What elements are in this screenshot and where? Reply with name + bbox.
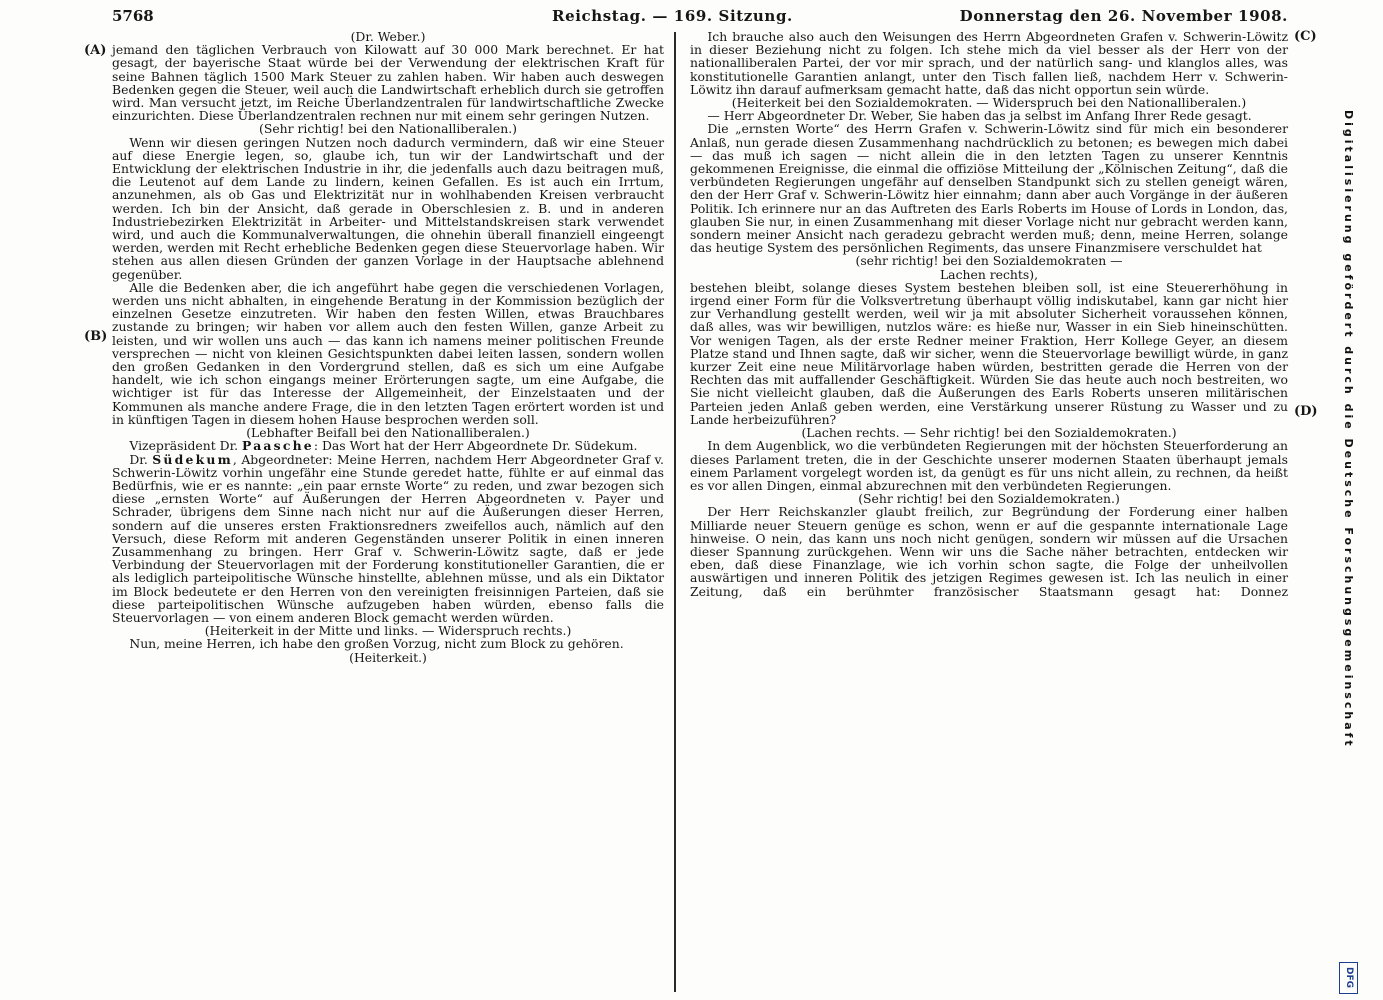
speaker-prefix: Dr.: [129, 451, 153, 467]
interjection: (Lachen rechts. — Sehr richtig! bei den Sozialdemokraten.): [801, 425, 1177, 441]
page-number: 5768: [112, 7, 154, 25]
paragraph: In dem Augenblick, wo die verbündeten Regierungen mit der höchsten Steuerforderung an dieses Parlament treten, die in der Geschichte unserer modernen Staaten überhaupt jemals einem Parlament vorgelegt worden ist, da genügt es für uns nicht allein, zu rechnen, da heißt es vor allen Dingen, einmal abzurechnen mit den verbündeten Regierungen.: [690, 438, 1288, 493]
speaker-paragraph: [112, 453, 664, 625]
interjection: (Heiterkeit bei den Sozialdemokraten. — Widerspruch bei den Nationalliberalen.): [731, 95, 1247, 111]
paragraph: Ich brauche also auch den Weisungen des Herrn Abgeordneten Grafen v. Schwerin-Löwitz in dieser Beziehung nicht zu folgen. Ich stehe mich da viel besser als der Herr von der nationalliberalen Partei, der vor mir sprach, und der natürlich sang- und klanglos alles, was konstitutionelle Garantien anlangt, unter den Tisch fallen ließ, nachdem Herr v. Schwerin-Löwitz ihn darauf aufmerksam gemacht hatte, daß das nicht opportun sein würde.: [690, 29, 1288, 97]
paragraph: — Herr Abgeordneter Dr. Weber, Sie haben das ja selbst im Anfang Ihrer Rede gesagt.: [707, 108, 1252, 124]
right-column: [690, 30, 1288, 598]
margin-marker-c: (C): [1294, 29, 1317, 44]
interjection: (Sehr richtig! bei den Sozialdemokraten.): [858, 491, 1120, 507]
paragraph: Die „ernsten Worte“ des Herrn Grafen v. Schwerin-Löwitz sind für mich ein besonderer Anlaß, nun gerade diesen Zusammenhang nachdrücklich zu betonen; es bewegen mich dabei — das muß ich sagen — nicht allein die in den letzten Tagen zu unserer Kenntnis gekommenen Ereignisse, die einmal die offiziöse Mitteilung der „Kölnischen Zeitung“, daß die verbündeten Regierungen ungefähr auf denselben Standpunkt sich zu stellen geneigt wären, den der Herr Graf v. Schwerin-Löwitz hier einnahm; dann aber auch Vorgänge in der äußeren Politik. Ich erinnere nur an das Auftreten des Earls Roberts im House of Lords in London, das, glauben Sie nur, in einen Zusammenhang mit dieser Vorlage nicht nur gebracht werden kann, sondern meiner Ansicht nach geradezu gebracht werden muß; denn, meine Herren, solange das heutige System des persönlichen Regiments, das unsere Finanzmisere verschuldet hat: [690, 121, 1288, 256]
paragraph: Der Herr Reichskanzler glaubt freilich, zur Begründung der Forderung einer halben Milliarde neuer Steuern genüge es schon, wenn er auf die gespannte internationale Lage hinweise. O nein, das kann uns noch nicht genügen, sondern wir müssen auf die Ursachen dieser Spannung zurückgehen. Wenn wir uns die Sache näher betrachten, entdecken wir eben, daß diese Finanzlage, wie ich vorhin schon sagte, die Folge der unheilvollen auswärtigen und inneren Politik des jetzigen Regimes gewesen ist. Ich las neulich in einer Zeitung, daß ein berühmter französischer Staatsmann gesagt hat: Donnez: [690, 504, 1288, 599]
paragraph: Alle die Bedenken aber, die ich angeführt habe gegen die verschiedenen Vorlagen, werden uns nicht abhalten, in eingehende Beratung in der Kommission bezüglich der einzelnen Gesetze einzutreten. Wir haben den festen Willen, etwas Brauchbares zustande zu bringen; wir haben vor allem auch den festen Willen, ganze Arbeit zu leisten, und wir wollen uns auch — das kann ich namens meiner politischen Freunde versprechen — nicht von kleinen Gesichtspunkten dabei leiten lassen, sondern wollen den großen Gedanken in den Vordergrund stellen, daß es sich um eine Aufgabe handelt, wie ich schon eingangs meiner Erörterungen sagte, um eine Aufgabe, die wichtiger ist für das Interesse der Allgemeinheit, der Einzelstaaten und der Kommunen als manche andere Frage, die in den letzten Tagen erörtert worden ist und in künftigen Tagen in diesem hohen Hause besprochen werden soll.: [112, 279, 664, 427]
paragraph: Wenn wir diesen geringen Nutzen noch dadurch vermindern, daß wir eine Steuer auf diese Energie legen, so, glaube ich, tun wir der Landwirtschaft und der Entwicklung der elektrischen Industrie in ihr, die jedenfalls auch dazu beitragen muß, die Leutenot auf dem Lande zu lindern, keinen Gefallen. Es ist auch ein Irrtum, anzunehmen, als ob Gas und Elektrizität nur in wohlhabenden Kreisen verbraucht werden. Ich bin der Ansicht, daß gerade in Oberschlesien z. B. und in anderen Industriebezirken Elektrizität in Arbeiter- und Mittelstandskreisen stark verwendet wird, und auch die Kommunalverwaltungen, die ohnehin überall finanziell eingeengt werden, werden mit Recht erhebliche Bedenken gegen diese Steuervorlage haben. Wir stehen aus allen diesen Gründen der ganzen Vorlage in der Hauptsache ablehnend gegenüber.: [112, 134, 664, 282]
column-divider: [674, 32, 676, 992]
running-speaker-head: (Dr. Weber.): [350, 29, 426, 44]
margin-marker-b: (B): [84, 329, 108, 344]
page-header: [112, 6, 1288, 26]
paragraph: Nun, meine Herren, ich habe den großen Vorzug, nicht zum Block zu gehören.: [129, 636, 624, 652]
speaker-name: Südekum: [152, 451, 233, 467]
dfg-logo-icon: DFG: [1339, 962, 1358, 994]
interjection: Lachen rechts),: [939, 266, 1039, 282]
speaker-name: Paasche: [242, 438, 314, 454]
margin-marker-d: (D): [1294, 404, 1318, 419]
left-column: [112, 30, 664, 664]
interjection: (Sehr richtig! bei den Nationalliberalen.): [259, 121, 517, 137]
session-date: Donnerstag den 26. November 1908.: [959, 7, 1288, 25]
speaker-text: : Das Wort hat der Herr Abgeordnete Dr. Südekum.: [313, 438, 638, 454]
paragraph: bestehen bleibt, solange dieses System bestehen bleiben soll, ist eine Steuererhöhung in irgend einer Form für die Volksvertretung überhaupt völlig indiskutabel, kann gar nicht hier zur Verhandlung gestellt werden, weil wir ja mit absoluter Sicherheit voraussehen können, daß alles, was wir bewilligen, nutzlos wäre: es hieße nur, Wasser in ein Sieb hineinschütten. Vor wenigen Tagen, als der erste Redner meiner Fraktion, Herr Kollege Geyer, an diesem Platze stand und Ihnen sagte, daß wir sicher, wenn die Steuervorlage bewilligt würde, in ganz kurzer Zeit eine neue Militärvorlage haben würden, bestritten gerade die Herren von der Rechten das mit auffallender Geschäftigkeit. Würden Sie das heute auch noch bestreiten, wo Sie nicht vielleicht glauben, daß die Äußerungen des Earls Roberts unseren militärischen Parteien jeden Anlaß geben werden, eine Verstärkung unserer Rüstung zu Wasser und zu Lande herbeizuführen?: [690, 279, 1288, 427]
paragraph: jemand den täglichen Verbrauch von Kilowatt auf 30 000 Mark berechnet. Er hat gesagt, der bayerische Staat würde bei der Verwendung der elektrischen Kraft für seine Bahnen täglich 1500 Mark Steuer zu zahlen haben. Wir haben auch deswegen Bedenken gegen die Steuer, weil auch die Landwirtschaft erheblich durch sie getroffen wird. Man versucht jetzt, im Reiche Überlandzentralen für landwirtschaftliche Zwecke einzurichten. Diese Überlandzentralen rechnen nur mit einem sehr geringen Nutzen.: [112, 42, 664, 124]
interjection: (Heiterkeit in der Mitte und links. — Widerspruch rechts.): [204, 623, 572, 639]
interjection: (sehr richtig! bei den Sozialdemokraten —: [855, 253, 1123, 269]
interjection: (Heiterkeit.): [349, 649, 427, 665]
margin-marker-a: (A): [84, 43, 107, 58]
speaker-prefix: Vizepräsident Dr.: [129, 438, 243, 454]
interjection: (Lebhafter Beifall bei den Nationalliberalen.): [246, 425, 530, 441]
digitization-note: Digitalisierung gefördert durch die Deutsche Forschungsgemeinschaft: [1342, 110, 1355, 749]
speaker-text: , Abgeordneter: Meine Herren, nachdem Herr Abgeordneter Graf v. Schwerin-Löwitz vorhin ungefähr eine Stunde geredet hatte, fühlte er auf einmal das Bedürfnis, wie er es nannte: „ein paar ernste Worte“ zu reden, und zwar bezogen sich diese „ernsten Worte“ auf Äußerungen der Herren Abgeordneten v. Payer und Schrader, übrigens dem Sinne nach nicht nur auf die Äußerungen dieser Herren, sondern auf die unseres ersten Fraktionsredners zweifellos auch, nämlich auf den Versuch, diese Reform mit anderen Gegenständen unserer Politik in einen inneren Zusammenhang zu bringen. Herr Graf v. Schwerin-Löwitz sagte, daß er jede Verbindung der Steuervorlagen mit der Forderung konstitutioneller Garantien, die er als lediglich parteipolitische Wünsche hinstellte, ablehnen müsse, und als ein Diktator im Block bedeutete er den Herren von den vereinigten freisinnigen Parteien, daß sie diese parteipolitischen Wünsche aufzugeben haben würden, ebenso falls die Steuervorlagen — von einem anderen Block gemacht werden würden.: [112, 451, 664, 625]
session-title: Reichstag. — 169. Sitzung.: [552, 7, 793, 25]
